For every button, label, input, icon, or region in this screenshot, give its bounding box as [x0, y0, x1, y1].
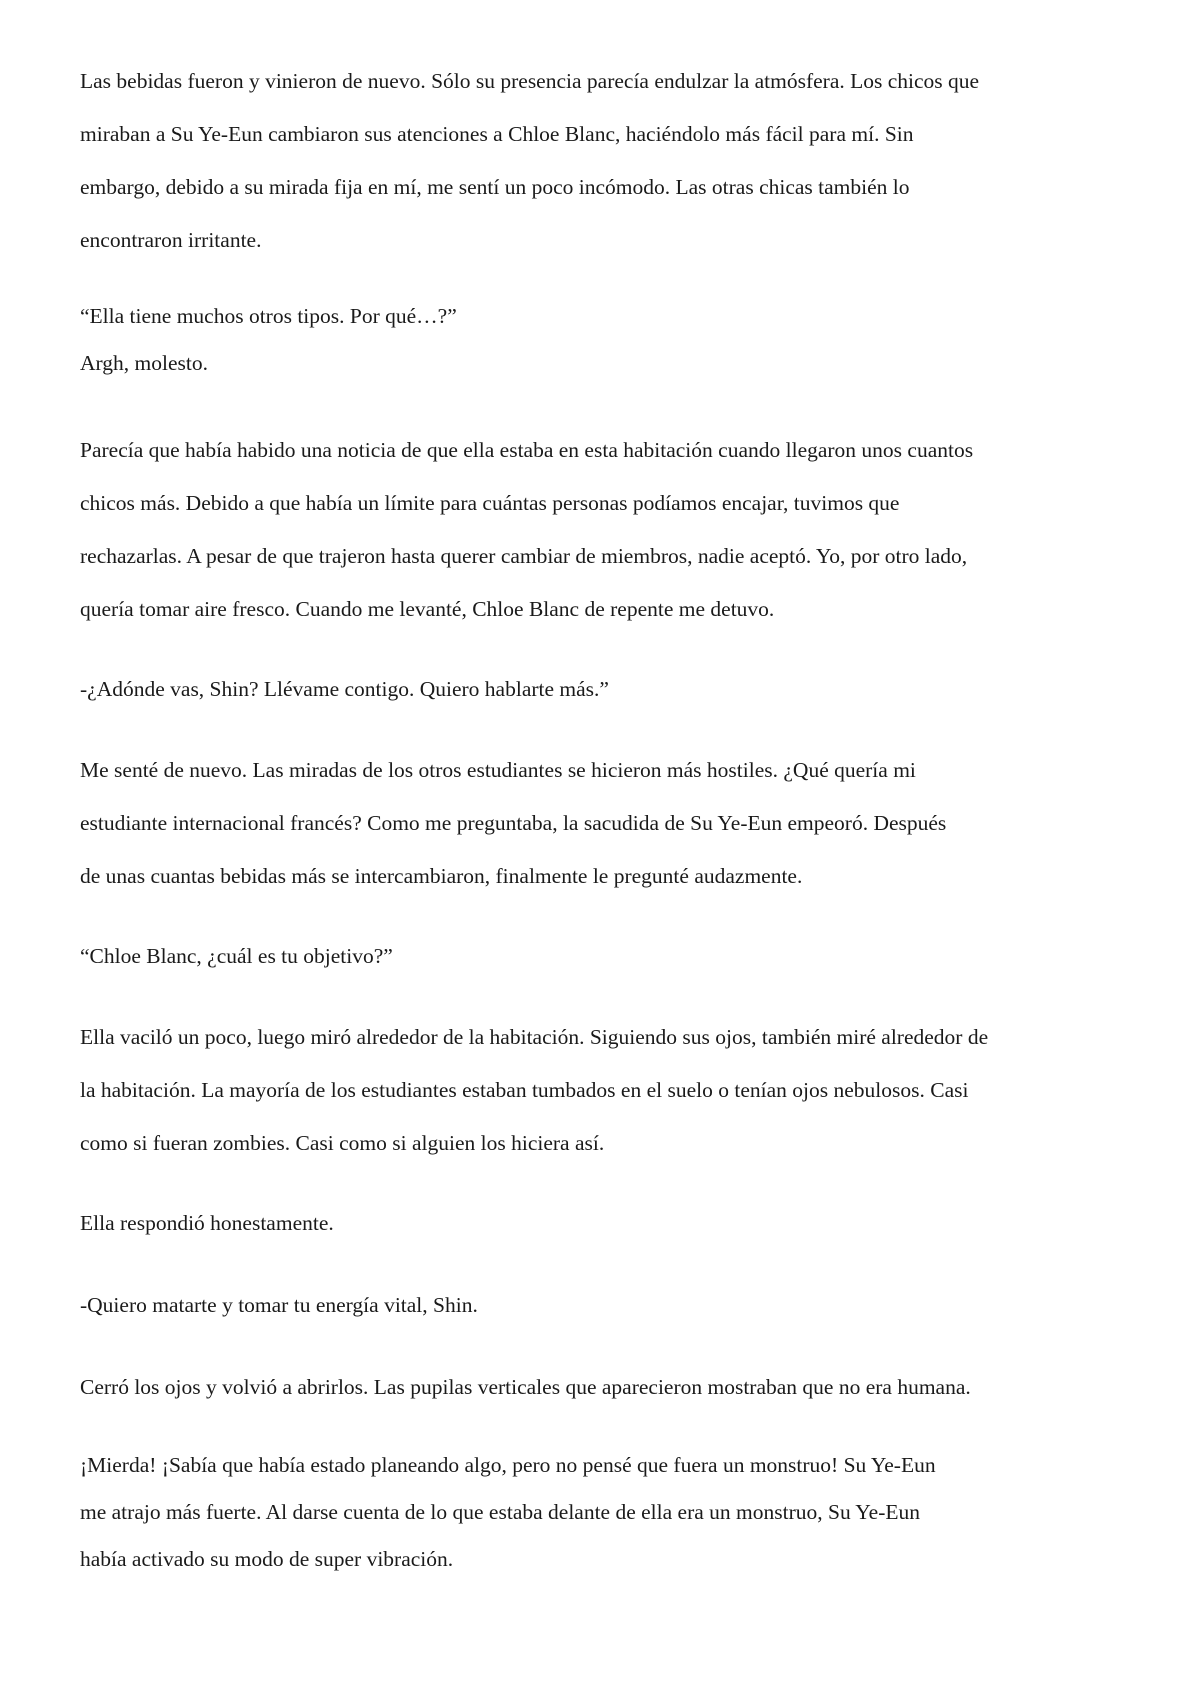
paragraph-6 — [80, 930, 1120, 983]
text-line: “Chloe Blanc, ¿cuál es tu objetivo?” — [80, 944, 393, 968]
text-line: de unas cuantas bebidas más se intercambiaron, finalmente le pregunté audazmente. — [80, 864, 803, 888]
text-line: Argh, molesto. — [80, 351, 209, 375]
text-line: como si fueran zombies. Casi como si alguien los hiciera así. — [80, 1131, 605, 1155]
text-line: “Ella tiene muchos otros tipos. Por qué…?” — [80, 304, 457, 328]
text-line: Me senté de nuevo. Las miradas de los otros estudiantes se hicieron más hostiles. ¿Qué quería mi — [80, 758, 916, 782]
text-line: embargo, debido a su mirada fija en mí, me sentí un poco incómodo. Las otras chicas también lo — [80, 175, 910, 199]
text-line: -¿Adónde vas, Shin? Llévame contigo. Quiero hablarte más.” — [80, 677, 609, 701]
text-line: Parecía que había habido una noticia de que ella estaba en esta habitación cuando llegaron unos cuantos — [80, 438, 974, 462]
paragraph-4 — [80, 663, 1120, 716]
paragraph-3 — [80, 424, 1120, 636]
text-line: la habitación. La mayoría de los estudiantes estaban tumbados en el suelo o tenían ojos nebulosos. Casi — [80, 1078, 969, 1102]
paragraph-7 — [80, 1011, 1120, 1170]
paragraph-2 — [80, 293, 1120, 387]
paragraph-8 — [80, 1197, 1120, 1250]
text-line: ¡Mierda! ¡Sabía que había estado planeando algo, pero no pensé que fuera un monstruo! Su Ye-Eun — [80, 1453, 936, 1477]
text-line: -Quiero matarte y tomar tu energía vital, Shin. — [80, 1293, 478, 1317]
text-line: chicos más. Debido a que había un límite para cuántas personas podíamos encajar, tuvimos que — [80, 491, 900, 515]
text-line: Las bebidas fueron y vinieron de nuevo. Sólo su presencia parecía endulzar la atmósfera. Los chicos que — [80, 69, 980, 93]
text-line: Ella respondió honestamente. — [80, 1211, 334, 1235]
paragraph-5 — [80, 744, 1120, 903]
paragraph-9 — [80, 1279, 1120, 1332]
text-line: estudiante internacional francés? Como me preguntaba, la sacudida de Su Ye-Eun empeoró. Después — [80, 811, 947, 835]
paragraph-10 — [80, 1361, 1120, 1414]
text-line: encontraron irritante. — [80, 228, 262, 252]
text-line: miraban a Su Ye-Eun cambiaron sus atenciones a Chloe Blanc, haciéndolo más fácil para mí. Sin — [80, 122, 914, 146]
paragraph-1 — [80, 55, 1120, 267]
paragraph-11 — [80, 1442, 1120, 1583]
text-line: Cerró los ojos y volvió a abrirlos. Las pupilas verticales que aparecieron mostraban que no era humana. — [80, 1375, 971, 1399]
text-line: rechazarlas. A pesar de que trajeron hasta querer cambiar de miembros, nadie aceptó. Yo, por otro lado, — [80, 544, 968, 568]
text-line: había activado su modo de super vibración. — [80, 1547, 454, 1571]
text-line: Ella vaciló un poco, luego miró alrededor de la habitación. Siguiendo sus ojos, también miré alrededor de — [80, 1025, 989, 1049]
text-line: me atrajo más fuerte. Al darse cuenta de lo que estaba delante de ella era un monstruo, Su Ye-Eun — [80, 1500, 921, 1524]
text-line: quería tomar aire fresco. Cuando me levanté, Chloe Blanc de repente me detuvo. — [80, 597, 775, 621]
